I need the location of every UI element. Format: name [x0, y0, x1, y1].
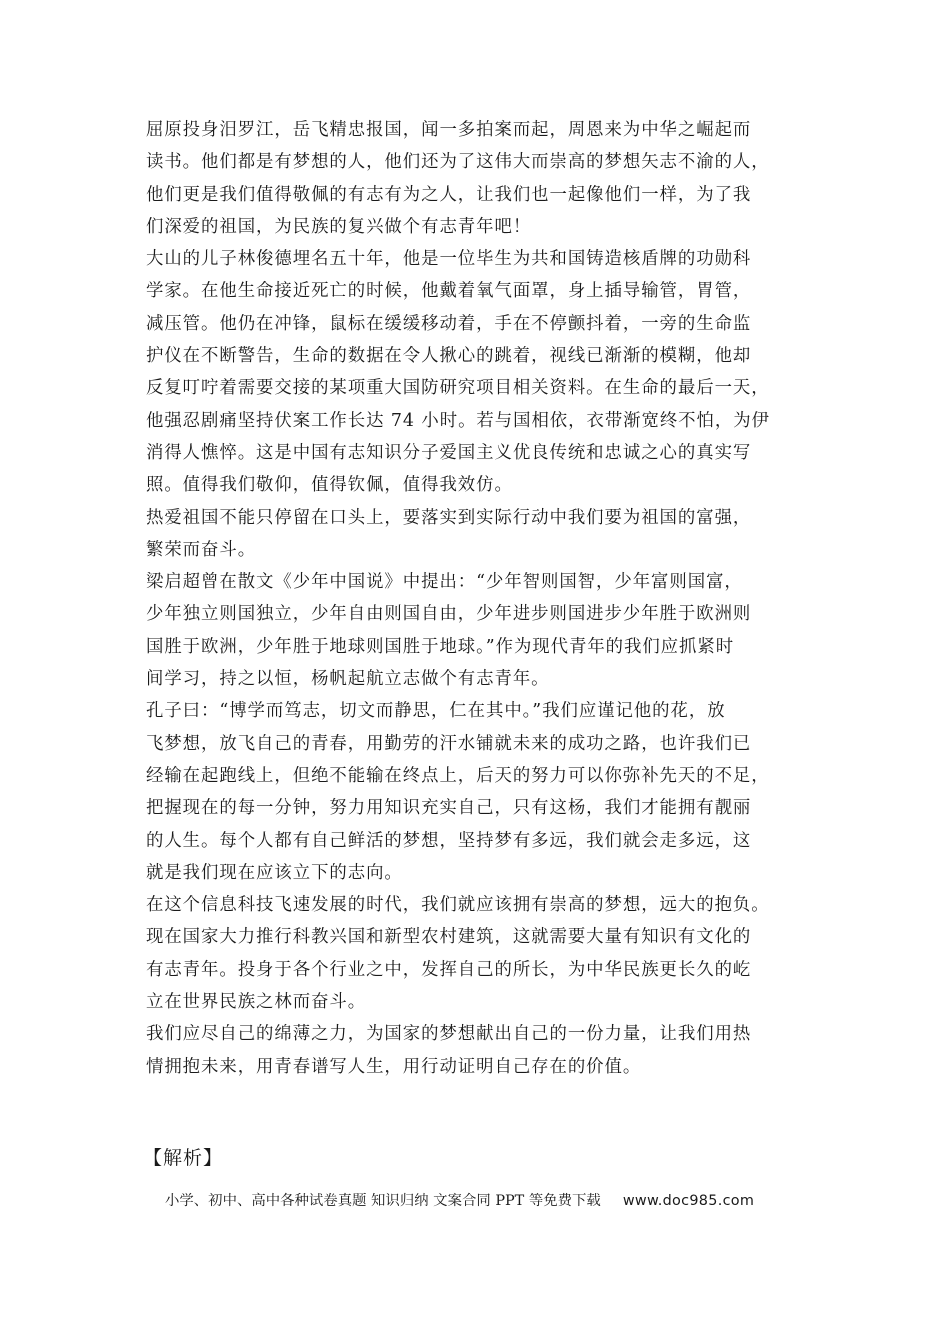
- text-line: 在这个信息科技飞速发展的时代，我们就应该拥有崇高的梦想，远大的抱负。: [146, 895, 770, 916]
- text-line: 现在国家大力推行科教兴国和新型农村建筑，这就需要大量有知识有文化的: [146, 927, 752, 948]
- text-line: 他强忍剧痛坚持伏案工作长达 74 小时。若与国相依，衣带渐宽终不怕，为伊: [146, 410, 770, 431]
- analysis-heading: 【解析】: [143, 1147, 224, 1169]
- text-line: 间学习，持之以恒，杨帆起航立志做个有志青年。: [146, 669, 550, 690]
- footer-url: www.doc985.com: [622, 1193, 755, 1209]
- text-line: 经输在起跑线上，但绝不能输在终点上，后天的努力可以你弥补先天的不足，: [146, 765, 770, 786]
- text-line: 屈原投身汨罗江，岳飞精忠报国，闻一多拍案而起，周恩来为中华之崛起而: [146, 120, 752, 140]
- footer-text: 小学、初中、高中各种试卷真题 知识归纳 文案合同 PPT 等免费下载: [165, 1193, 601, 1209]
- text-line: 梁启超曾在散文《少年中国说》中提出：“少年智则国智，少年富则国富，: [146, 572, 743, 593]
- text-line: 大山的儿子林俊德埋名五十年，他是一位毕生为共和国铸造核盾牌的功勋科: [146, 249, 752, 270]
- text-line: 我们应尽自己的绵薄之力，为国家的梦想献出自己的一份力量，让我们用热: [146, 1024, 752, 1045]
- text-line: 就是我们现在应该立下的志向。: [146, 862, 403, 883]
- text-line: 读书。他们都是有梦想的人，他们还为了这伟大而崇高的梦想矢志不渝的人，: [146, 152, 770, 173]
- page-footer: [165, 1188, 805, 1214]
- text-line: 立在世界民族之林而奋斗。: [146, 992, 367, 1013]
- text-line: 学家。在他生命接近死亡的时候，他戴着氧气面罩，身上插导输管，胃管，: [146, 281, 752, 302]
- text-line: 反复叮咛着需要交接的某项重大国防研究项目相关资料。在生命的最后一天，: [146, 378, 770, 399]
- text-line: 们深爱的祖国，为民族的复兴做个有志青年吧！: [146, 216, 532, 237]
- text-line: 有志青年。投身于各个行业之中，发挥自己的所长，为中华民族更长久的屹: [146, 959, 752, 980]
- essay-body: [146, 114, 814, 1083]
- text-line: 照。值得我们敬仰，值得钦佩，值得我效仿。: [146, 475, 513, 496]
- text-line: 国胜于欧洲，少年胜于地球则国胜于地球。”作为现代青年的我们应抓紧时: [146, 636, 735, 657]
- text-line: 热爱祖国不能只停留在口头上，要落实到实际行动中我们要为祖国的富强，: [146, 507, 752, 528]
- text-line: 减压管。他仍在冲锋，鼠标在缓缓移动着，手在不停颤抖着，一旁的生命监: [146, 313, 752, 334]
- text-line: 孔子曰：“博学而笃志，切文而静思，仁在其中。”我们应谨记他的花，放: [146, 701, 726, 722]
- text-line: 少年独立则国独立，少年自由则国自由，少年进步则国进步少年胜于欧洲则: [146, 604, 752, 625]
- text-line: 飞梦想，放飞自己的青春，用勤劳的汗水铺就未来的成功之路，也许我们已: [146, 733, 752, 754]
- text-line: 他们更是我们值得敬佩的有志有为之人，让我们也一起像他们一样，为了我: [146, 184, 752, 205]
- text-line: 情拥抱未来，用青春谱写人生，用行动证明自己存在的价值。: [146, 1056, 642, 1077]
- text-line: 消得人憔悴。这是中国有志知识分子爱国主义优良传统和忠诚之心的真实写: [146, 442, 752, 463]
- text-line: 繁荣而奋斗。: [146, 539, 257, 560]
- text-line: 的人生。每个人都有自己鲜活的梦想，坚持梦有多远，我们就会走多远，这: [146, 830, 752, 851]
- text-line: 把握现在的每一分钟，努力用知识充实自己，只有这杨，我们才能拥有靓丽: [146, 798, 752, 819]
- text-line: 护仪在不断警告，生命的数据在令人揪心的跳着，视线已渐渐的模糊，他却: [146, 346, 752, 367]
